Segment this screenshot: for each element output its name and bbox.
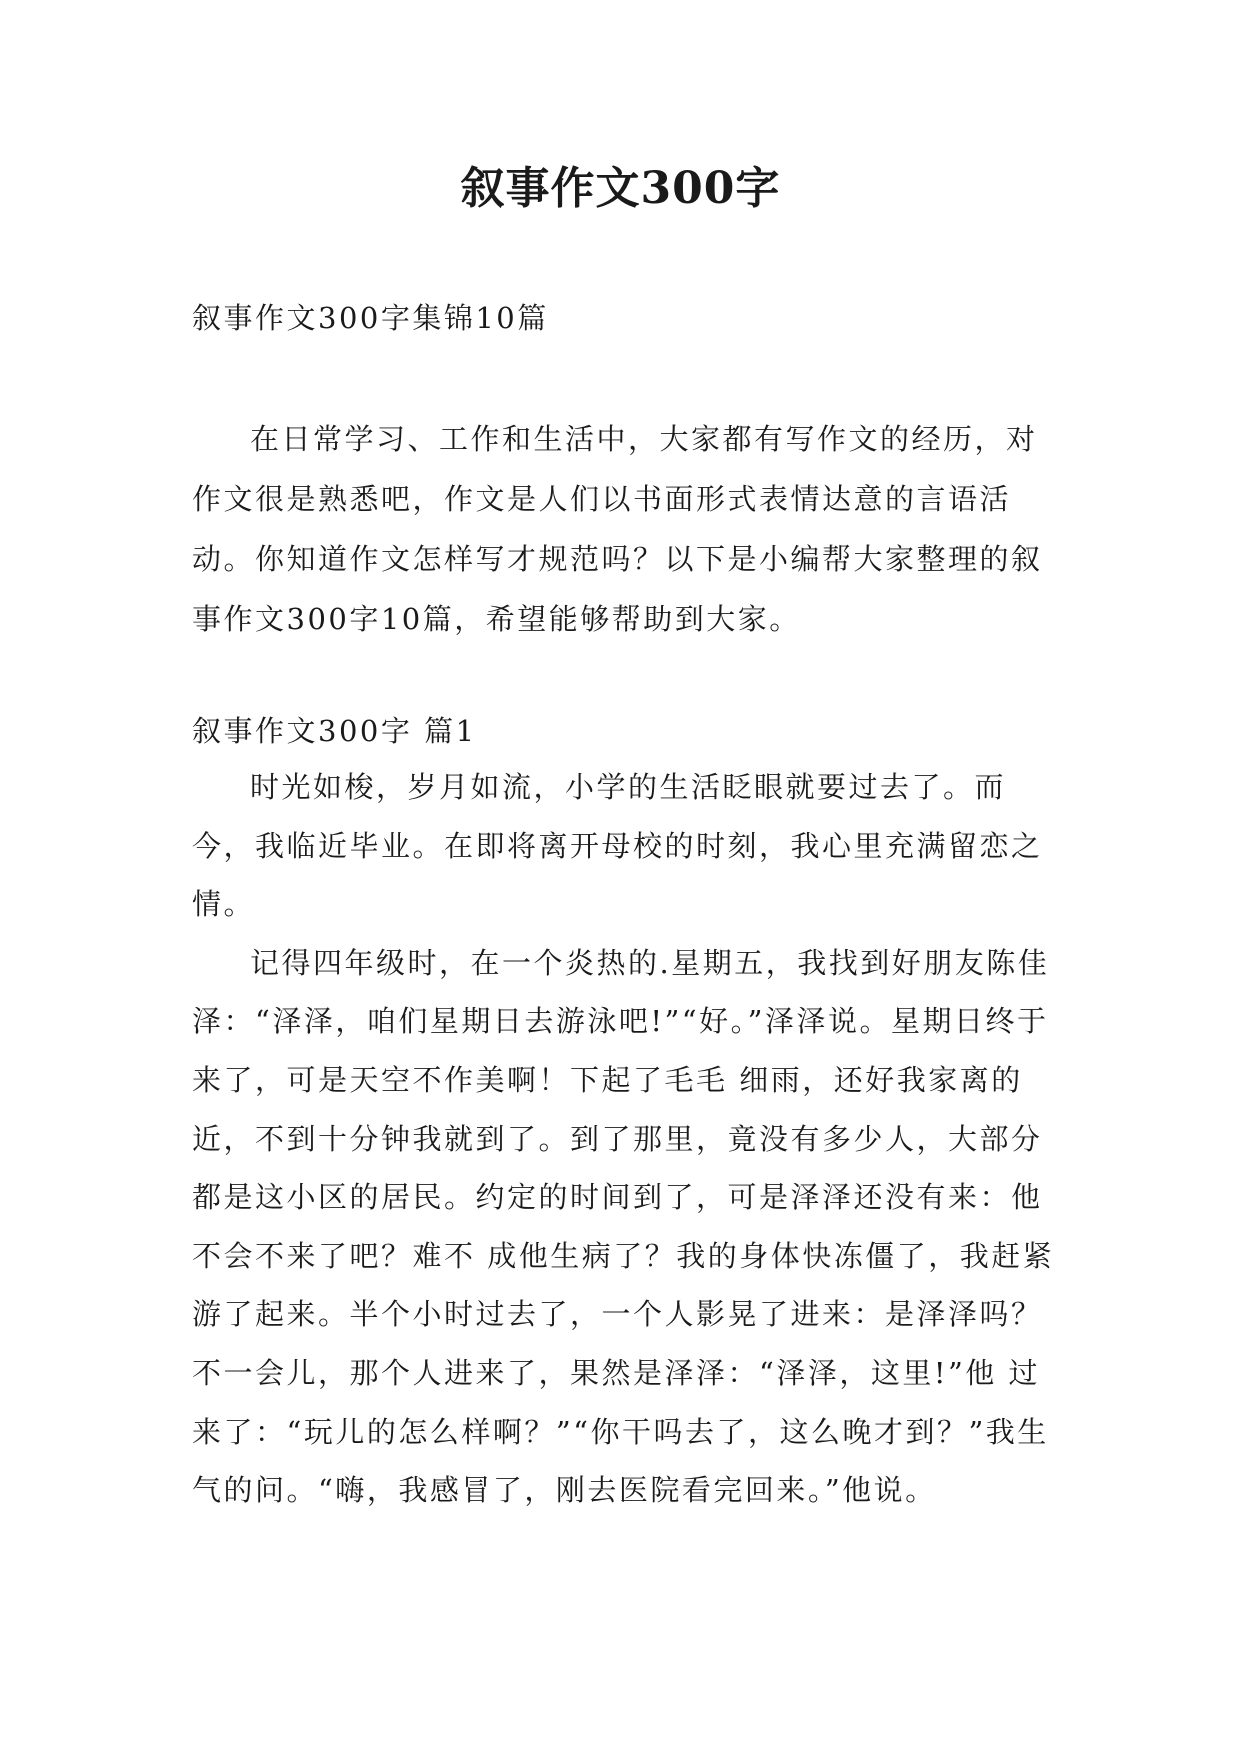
- document-subtitle: 叙事作文300字集锦10篇: [192, 301, 549, 335]
- intro-paragraph: 在日常学习、工作和生活中，大家都有写作文的经历，对作文很是熟悉吧，作文是人们以书面形式表情达意的言语活动。你知道作文怎样写才规范吗？以下是小编帮大家整理的叙事作文300字10篇，希望能够帮助到大家。: [192, 422, 1043, 636]
- section-body: [192, 758, 1060, 1520]
- body-paragraph: 时光如梭，岁月如流，小学的生活眨眼就要过去了。而今，我临近毕业。在即将离开母校的时刻，我心里充满留恋之情。: [192, 770, 1043, 922]
- body-paragraph: 记得四年级时，在一个炎热的.星期五，我找到好朋友陈佳泽：“泽泽，咱们星期日去游泳吧!”“好。”泽泽说。星期日终于来了，可是天空不作美啊！下起了毛毛 细雨，还好我家离的近，不到十分钟我就到了。到了那里，竟没有多少人，大部分都是这小区的居民。约定的时间到了，可是泽泽还没有来：他不会不来了吧？难不 成他生病了？我的身体快冻僵了，我赶紧游了起来。半个小时过去了，一个人影晃了进来：是泽泽吗？不一会儿，那个人进来了，果然是泽泽：“泽泽，这里!”他 过来了：“玩儿的怎么样啊？”“你干吗去了，这么晚才到？”我生气的问。“嗨，我感冒了，刚去医院看完回来。”他说。: [192, 945, 1055, 1508]
- intro-section: [192, 409, 1060, 649]
- section-heading: 叙事作文300字 篇1: [192, 714, 477, 748]
- document-title: 叙事作文300字: [460, 163, 781, 214]
